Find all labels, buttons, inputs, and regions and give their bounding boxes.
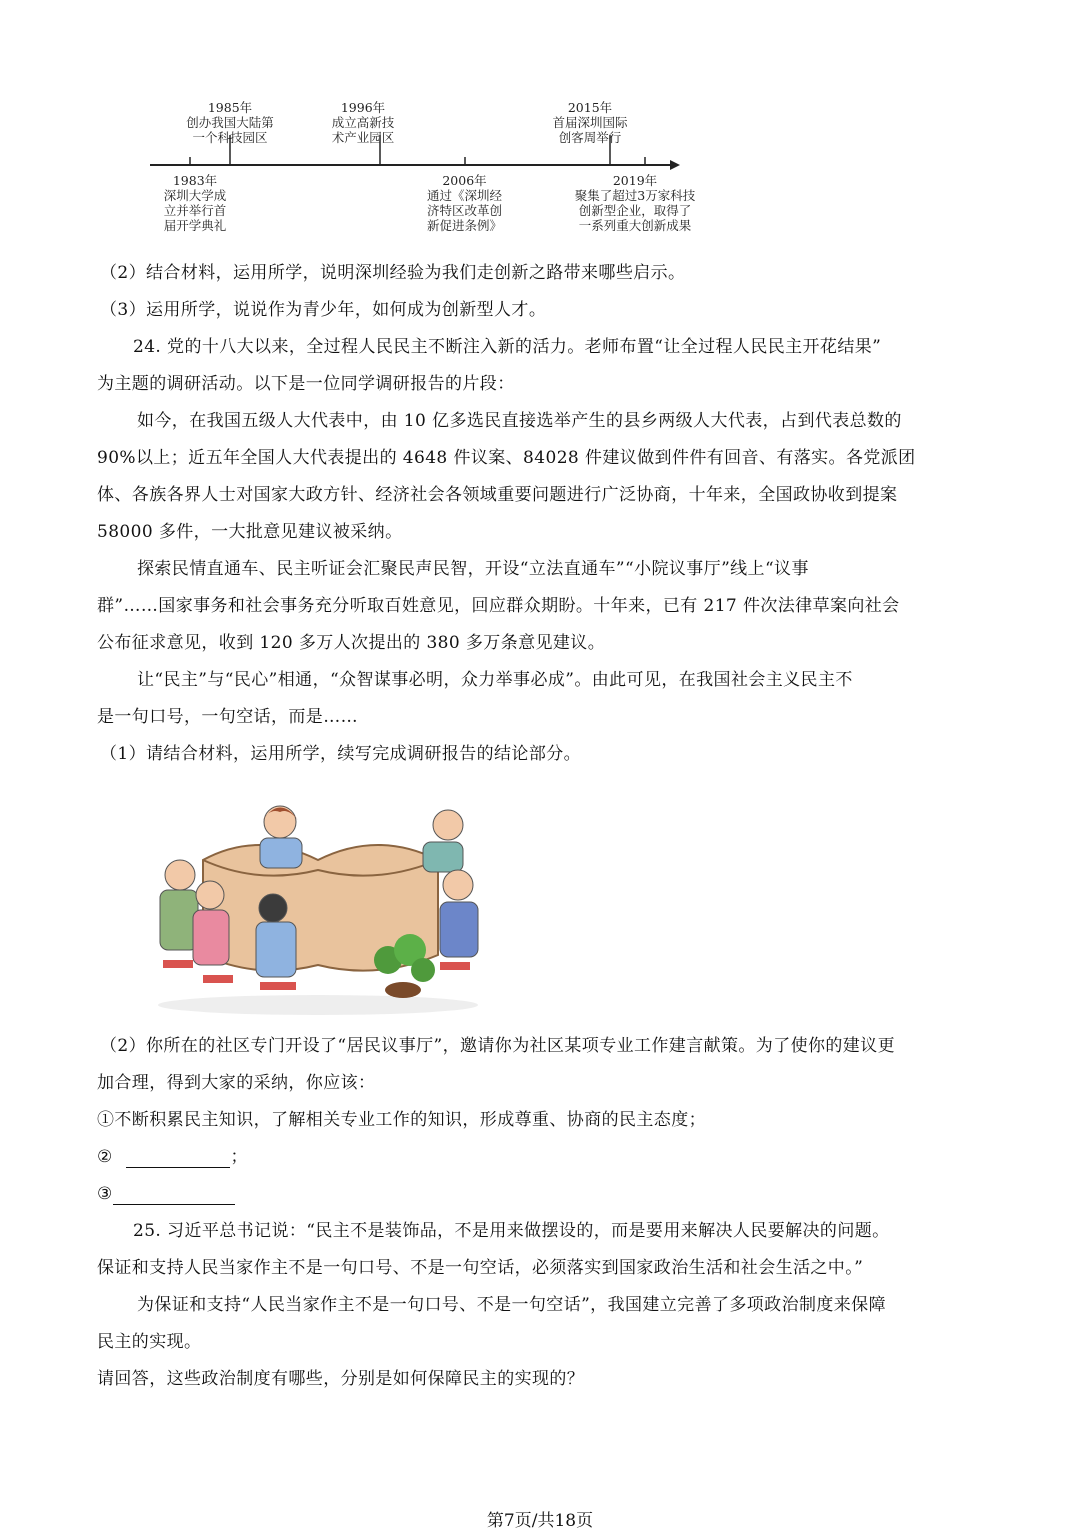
material-paragraph-3: 让“民主”与“民心”相通，“众智谋事必明，众力举事必成”。由此可见，在我国社会主义民主不 (137, 670, 853, 690)
timeline-event-2006: 2006年 通过《深圳经 济特区改革创 新促进条例》 (426, 173, 502, 233)
question-25-line3: 为保证和支持“人民当家作主不是一句口号、不是一句空话”，我国建立完善了多项政治制度来保障 (137, 1295, 886, 1315)
option-2-number: ② (97, 1147, 113, 1167)
option-3 (97, 1183, 235, 1205)
option-2 (97, 1146, 248, 1168)
material-paragraph-2-line3: 公布征求意见，收到 120 多万人次提出的 380 多万条意见建议。 (97, 633, 606, 653)
question-24-intro: 24. 党的十八大以来，全过程人民民主不断注入新的活力。老师布置“让全过程人民民主开花结果” (133, 337, 882, 357)
question-25: 25. 习近平总书记说：“民主不是装饰品，不是用来做摆设的，而是要用来解决人民要解决的问题。 (133, 1221, 890, 1241)
timeline-event-2019: 2019年 聚集了超过3万家科技 创新型企业，取得了 一系列重大创新成果 (574, 173, 696, 233)
option-2-semicolon: ； (230, 1147, 248, 1167)
question-23-2: （2）结合材料，运用所学，说明深圳经验为我们走创新之路带来哪些启示。 (100, 263, 686, 283)
question-25-line4: 民主的实现。 (97, 1332, 202, 1352)
option-2-blank[interactable] (126, 1149, 230, 1168)
material-paragraph-1-line4: 58000 多件，一大批意见建议被采纳。 (97, 522, 403, 542)
question-24-1: （1）请结合材料，运用所学，续写完成调研报告的结论部分。 (100, 744, 582, 764)
question-23-3: （3）运用所学，说说作为青少年，如何成为创新型人才。 (100, 300, 547, 320)
timeline-event-1983: 1983年 深圳大学成 立并举行首 届开学典礼 (163, 173, 227, 233)
question-24-intro-cont: 为主题的调研活动。以下是一位同学调研报告的片段： (97, 374, 515, 394)
question-25-line2: 保证和支持人民当家作主不是一句口号、不是一句空话，必须落实到国家政治生活和社会生活之中。” (97, 1258, 864, 1278)
option-1: ①不断积累民主知识，了解相关专业工作的知识，形成尊重、协商的民主态度； (97, 1110, 706, 1130)
material-paragraph-3-line2: 是一句口号，一句空话，而是…… (97, 707, 358, 727)
material-paragraph-1-line2: 90%以上；近五年全国人大代表提出的 4648 件议案、84028 件建议做到件件有回音、有落实。各党派团 (97, 448, 916, 468)
material-paragraph-2: 探索民情直通车、民主听证会汇聚民声民智，开设“立法直通车”“小院议事厅”线上“议事 (137, 559, 809, 579)
material-paragraph-2-line2: 群”……国家事务和社会事务充分听取百姓意见，回应群众期盼。十年来，已有 217 件次法律草案向社会 (97, 596, 900, 616)
material-paragraph-1: 如今，在我国五级人大代表中，由 10 亿多选民直接选举产生的县乡两级人大代表，占到代表总数的 (137, 411, 902, 431)
timeline-event-2015: 2015年 首届深圳国际 创客周举行 (552, 100, 628, 145)
question-24-2: （2）你所在的社区专门开设了“居民议事厅”，邀请你为社区某项专业工作建言献策。为了使你的建议更 (100, 1036, 895, 1056)
page-number: 第7页/共18页 (486, 1511, 594, 1531)
discussion-table-illustration (148, 790, 488, 1020)
timeline-event-1996: 1996年 成立高新技 术产业园区 (331, 100, 395, 145)
question-24-2-cont: 加合理，得到大家的采纳，你应该： (97, 1073, 376, 1093)
question-25-prompt: 请回答，这些政治制度有哪些，分别是如何保障民主的实现的？ (97, 1369, 585, 1389)
material-paragraph-1-line3: 体、各族各界人士对国家大政方针、经济社会各领域重要问题进行广泛协商，十年来，全国政协收到提案 (97, 485, 898, 505)
option-3-blank[interactable] (113, 1186, 235, 1205)
timeline-event-1985: 1985年 创办我国大陆第 一个科技园区 (186, 100, 274, 145)
option-3-number: ③ (97, 1184, 113, 1204)
shenzhen-timeline (140, 95, 700, 245)
